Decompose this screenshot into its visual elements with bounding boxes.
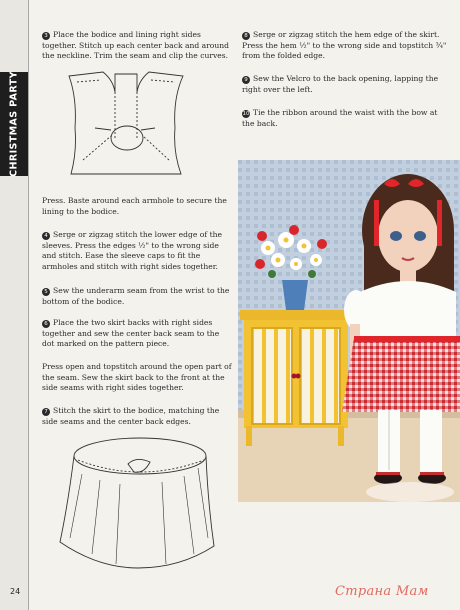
- step-text: Stitch the skirt to the bodice, matching the side seams and the center back edges.: [42, 406, 220, 426]
- open-seam-note: Press open and topstitch around the open part of the seam. Sew the skirt back to the front at the side seams with right sides together.: [42, 362, 232, 393]
- press-note: Press. Baste around each armhole to secure the lining to the bodice.: [42, 196, 227, 216]
- step-number: 6: [42, 320, 50, 328]
- step-10: [242, 108, 450, 129]
- doll-photo-illustration: [238, 160, 460, 502]
- doll-photo: [238, 160, 460, 502]
- bodice-diagram: [55, 68, 195, 188]
- step-text: Serge or zigzag stitch the lower edge of the sleeves. Press the edges ½" to the wrong side and stitch. Ease the sleeve caps to fit the armholes and stitch with right sides together.: [42, 230, 223, 271]
- step-3: [42, 30, 232, 62]
- step-8: [242, 30, 450, 62]
- step-text: Tie the ribbon around the waist with the bow at the back.: [242, 108, 438, 128]
- step-number: 3: [42, 32, 50, 40]
- step-number: 8: [242, 32, 250, 40]
- step-number: 4: [42, 232, 50, 240]
- step-number: 9: [242, 76, 250, 84]
- margin-divider: [28, 0, 29, 610]
- section-tab: [0, 72, 28, 176]
- step-text: Serge or zigzag stitch the hem edge of the skirt. Press the hem ½" to the wrong side and topstitch ¾" from the folded edge.: [242, 30, 447, 61]
- page-number: 24: [10, 587, 21, 596]
- step-5: [42, 286, 232, 307]
- watermark: Страна Мам: [335, 584, 429, 599]
- step-text: Place the two skirt backs with right sides together and sew the center back seam to the dot marked on the pattern piece.: [42, 318, 220, 349]
- section-tab-label: CHRISTMAS PARTY: [8, 71, 20, 177]
- step-text: Sew the underarm seam from the wrist to the bottom of the bodice.: [42, 286, 230, 306]
- step-7: [42, 406, 232, 427]
- skirt-diagram: [58, 434, 218, 574]
- step-number: 5: [42, 288, 50, 296]
- step-9: [242, 74, 450, 95]
- step-6: [42, 318, 232, 350]
- step-number: 7: [42, 408, 50, 416]
- step-text: Place the bodice and lining right sides together. Stitch up each center back and around the neckline. Trim the seam and clip the curves.: [42, 30, 230, 61]
- step-text: Sew the Velcro to the back opening, lapping the right over the left.: [242, 74, 439, 94]
- step-4: [42, 230, 232, 272]
- step-number: 10: [242, 111, 250, 117]
